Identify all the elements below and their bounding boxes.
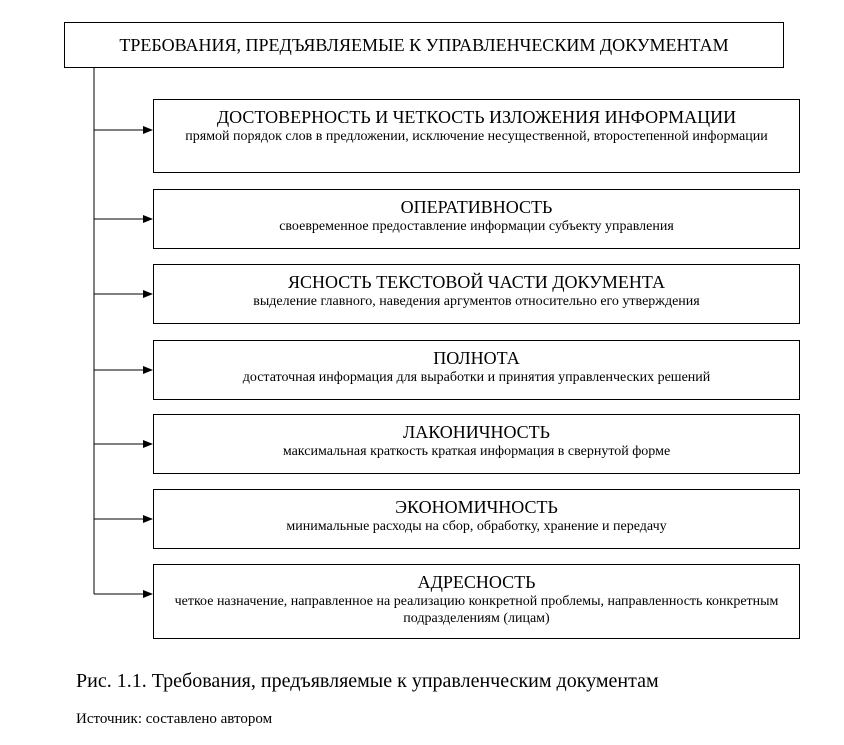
requirement-description: максимальная краткость краткая информация в свернутой форме [282,444,671,459]
requirement-box-completeness [153,340,800,400]
figure-caption: Рис. 1.1. Требования, предъявляемые к управленческим документам [76,670,659,692]
figure-source: Источник: составлено автором [76,711,273,727]
requirement-description: достаточная информация для выработки и принятия управленческих решений [242,370,711,385]
requirement-box-conciseness [153,414,800,474]
requirement-description: своевременное предоставление информации субъекту управления [279,219,674,234]
requirement-title: ДОСТОВЕРНОСТЬ И ЧЕТКОСТЬ ИЗЛОЖЕНИЯ ИНФОРМАЦИИ [216,107,737,127]
requirement-description: четкое назначение, направленное на реализацию конкретной проблемы, направленность конкретным подразделениям (лицам) [174,594,779,626]
requirement-title: ПОЛНОТА [433,348,520,368]
requirement-box-reliability [153,99,800,173]
requirement-title: ЛАКОНИЧНОСТЬ [402,422,550,442]
requirement-description: минимальные расходы на сбор, обработку, хранение и передачу [286,519,667,534]
requirement-box-efficiency [153,189,800,249]
requirement-box-economy [153,489,800,549]
requirement-title: АДРЕСНОСТЬ [417,572,536,592]
requirement-title: ОПЕРАТИВНОСТЬ [400,197,553,217]
requirement-title: ЭКОНОМИЧНОСТЬ [395,497,558,517]
requirement-box-clarity [153,264,800,324]
requirement-title: ЯСНОСТЬ ТЕКСТОВОЙ ЧАСТИ ДОКУМЕНТА [288,272,665,292]
root-requirements-box: ТРЕБОВАНИЯ, ПРЕДЪЯВЛЯЕМЫЕ К УПРАВЛЕНЧЕСКИМ ДОКУМЕНТАМ [64,22,784,68]
requirement-description: прямой порядок слов в предложении, исключение несущественной, второстепенной информации [185,129,768,144]
requirement-description: выделение главного, наведения аргументов относительно его утверждения [253,294,700,309]
requirement-box-targeting [153,564,800,639]
